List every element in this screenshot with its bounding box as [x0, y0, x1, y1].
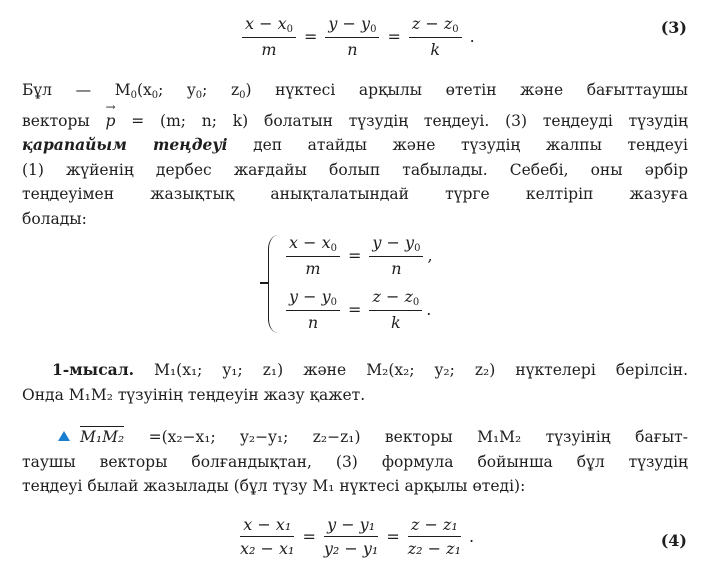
- system-row-1: $\frac{x - x_0}{m}$ = $\frac{y - y_0}{n}$ ,: [282, 233, 433, 278]
- text-line: болады:: [22, 209, 87, 228]
- text-line: Бұл — $M_0(x_0$; $y_0$; $z_0$) нүктесі арқылы өтетін және бағыттаушы: [22, 81, 689, 101]
- curly-brace: [268, 235, 279, 333]
- text-line: Онда M₁M₂ түзуінің теңдеуін жазу қажет.: [22, 385, 366, 404]
- term-simple-equation: қарапайым теңдеуі: [22, 135, 228, 154]
- text-line: қарапайым теңдеуі деп атайды және түзудің жалпы теңдеуі: [22, 135, 688, 154]
- text-line: 1-мысал. M₁(x₁; y₁; z₁) және M₂(x₂; y₂; z₂) нүктелері берілсін.: [52, 360, 688, 379]
- solution: [22, 425, 688, 499]
- paragraph-line-description: [22, 78, 688, 231]
- example-label: 1-мысал.: [52, 360, 135, 379]
- text-line: таушы векторы болғандықтан, (3) формула бойынша бұл түзудің: [22, 452, 688, 471]
- equation-4: $\frac{\text{x − x₁}}{\text{x₂ − x₁}}$ = $\frac{\text{y − y₁}}{\text{y₂ − y₁}}$ = $\frac{\text{z − z₁}}{\text{z₂ − z₁}}$ .: [240, 515, 475, 558]
- text-line: (1) жүйенің дербес жағдайы болып табылады. Себебі, оны әрбір: [22, 160, 688, 179]
- system-row-2: $\frac{y - y_0}{n}$ = $\frac{z - z_0}{k}$ .: [282, 287, 431, 332]
- vector-m1m2: M₁M₂: [80, 428, 125, 446]
- fraction: $\frac{x - x_0}{m}$: [242, 14, 296, 59]
- text-line: теңдеуі былай жазылады (бұл түзу M₁ нүктесі арқылы өтеді):: [22, 477, 526, 495]
- equation-number-3: (3): [660, 18, 687, 37]
- fraction: $\frac{y - y_0}{n}$: [325, 14, 379, 59]
- fraction: $\frac{z - z_0}{k}$: [409, 14, 462, 59]
- example-1: [22, 358, 688, 407]
- equation-3: $\frac{x - x_0}{m}$ = $\frac{y - y_0}{n}$ = $\frac{z - z_0}{k}$ .: [238, 14, 479, 59]
- equation-system: [268, 229, 468, 337]
- text-line: теңдеуімен жазықтық анықталатындай түрге келтіріп жазуға: [22, 185, 688, 203]
- solution-triangle-icon: [58, 431, 70, 441]
- vector-p: → p: [106, 109, 116, 134]
- text-line: M₁M₂ =(x₂−x₁; y₂−y₁; z₂−z₁) векторы M₁M₂ түзуінің бағыт-: [22, 425, 688, 450]
- text-line: векторы → p = (m; n; k) болатын түзудің теңдеуі. (3) теңдеуді түзудің: [22, 109, 688, 134]
- equation-number-4: (4): [660, 531, 687, 550]
